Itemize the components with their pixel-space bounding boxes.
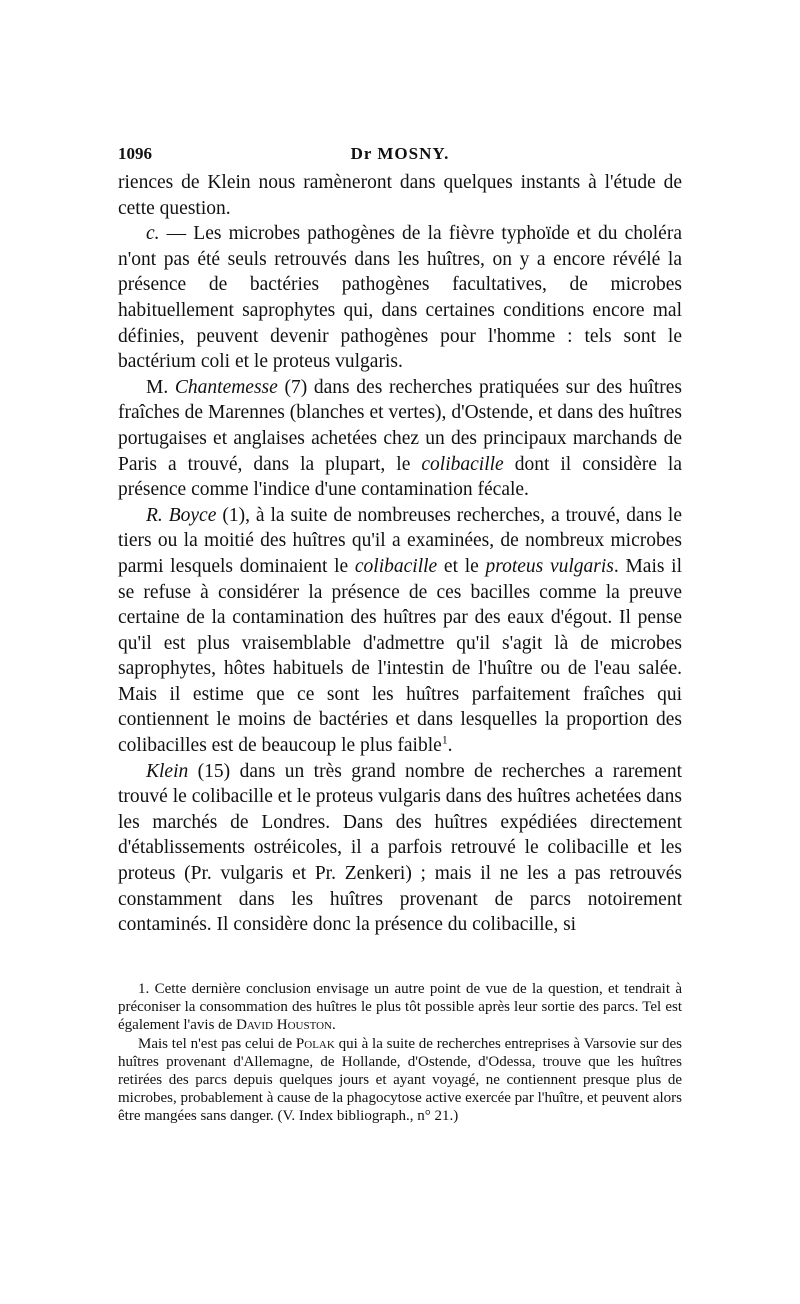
paragraph: riences de Klein nous ramèneront dans quelques instants à l'étude de cette question. xyxy=(118,172,682,219)
main-text xyxy=(118,170,682,938)
author-name: Klein xyxy=(146,760,189,782)
paragraph xyxy=(118,375,682,503)
paragraph-text: dont il considère la présence comme l'indice d'une contamination fécale. xyxy=(118,453,682,501)
footnote-ref[interactable]: 1 xyxy=(441,733,448,747)
paragraph xyxy=(118,759,682,938)
paragraph xyxy=(118,503,682,759)
term: proteus vulgaris xyxy=(485,555,614,577)
paragraph-text: (1), à la suite de nombreuses recherches, a trouvé, dans le tiers ou la moitié des huîtres qu'il a examinées, de nombreux microbes parmi lesquels dominaient le xyxy=(118,504,682,577)
author-prefix: M. xyxy=(146,376,175,398)
paragraph-text: . xyxy=(447,735,453,757)
paragraph xyxy=(118,221,682,375)
footnotes xyxy=(118,980,682,1126)
term: colibacille xyxy=(421,453,504,475)
author-name: R. Boyce xyxy=(146,504,217,526)
term: colibacille xyxy=(354,555,438,577)
footnote-text: qui à la suite de recherches entreprises à Varsovie sur des huîtres provenant d'Allemagne, de Hollande, d'Ostende, d'Odessa, trouve que les huîtres retirées des parcs depuis quelques jours et ayant voyagé, ne contiennent presque plus de microbes, probablement à cause de la phagocytose active exercée par l'huître, et peuvent alors être mangées sans danger. (V. Index bibliograph., n° 21.) xyxy=(118,1035,682,1125)
paragraph-text: (15) dans un très grand nombre de recherches a rarement trouvé le colibacille et le proteus vulgaris dans des huîtres achetées dans les marchés de Londres. Dans des huîtres expédiées directement d'établissements ostréicoles, il a parfois retrouvé le colibacille et les proteus (Pr. vulgaris et Pr. Zenkeri) ; mais il ne les a pas retrouvés constamment dans les huîtres provenant de parcs notoirement contaminés. Il considère donc la présence du colibacille, si xyxy=(118,760,682,936)
page-number: 1096 xyxy=(118,144,152,163)
paragraph-text: et le xyxy=(437,555,486,577)
running-title: Dr MOSNY. xyxy=(350,144,450,163)
footnote-text: Mais tel n'est pas celui de xyxy=(138,1035,296,1052)
footnote-text: 1. Cette dernière conclusion envisage un autre point de vue de la question, et tendrait à préconiser la consommation des huîtres le plus tôt possible après leur sortie des parcs. Tel est également l'avis de xyxy=(118,981,682,1034)
paragraph-text: . Mais il se refuse à considérer la présence de ces bacilles comme la preuve certaine de la contamination des huîtres par des eaux d'égout. Il pense qu'il est plus vraisemblable d'admettre qu'il s'agit là de microbes saprophytes, hôtes habituels de l'intestin de l'huître ou de l'eau salée. Mais il estime que ce sont les huîtres parfaitement fraîches qui contiennent le moins de bactéries et dans lesquelles la proportion des colibacilles est de beaucoup le plus faible xyxy=(118,555,682,757)
footnote xyxy=(118,980,682,1035)
paragraph-text: — Les microbes pathogènes de la fièvre typhoïde et du choléra n'ont pas été seuls retrouvés dans les huîtres, on y a encore révélé la présence de bactéries pathogènes facultatives, de microbes habituellement saprophytes qui, dans certaines conditions encore mal définies, peuvent devenir pathogènes pour l'homme : tels sont le bactérium coli et le proteus vulgaris. xyxy=(118,223,682,373)
cited-name: Polak xyxy=(295,1035,335,1052)
paragraph-text: (7) dans des recherches pratiquées sur des huîtres fraîches de Marennes (blanches et vertes), d'Ostende, et dans des huîtres portugaises et anglaises achetées chez un des principaux marchands de Paris a trouvé, dans la plupart, le xyxy=(118,376,683,475)
footnote xyxy=(118,1035,682,1126)
author-name: Chantemesse xyxy=(174,376,278,398)
footnote-text: . xyxy=(331,1017,336,1034)
page-header xyxy=(118,144,682,168)
section-label: c. xyxy=(146,223,160,245)
cited-name: David Houston xyxy=(236,1017,332,1034)
